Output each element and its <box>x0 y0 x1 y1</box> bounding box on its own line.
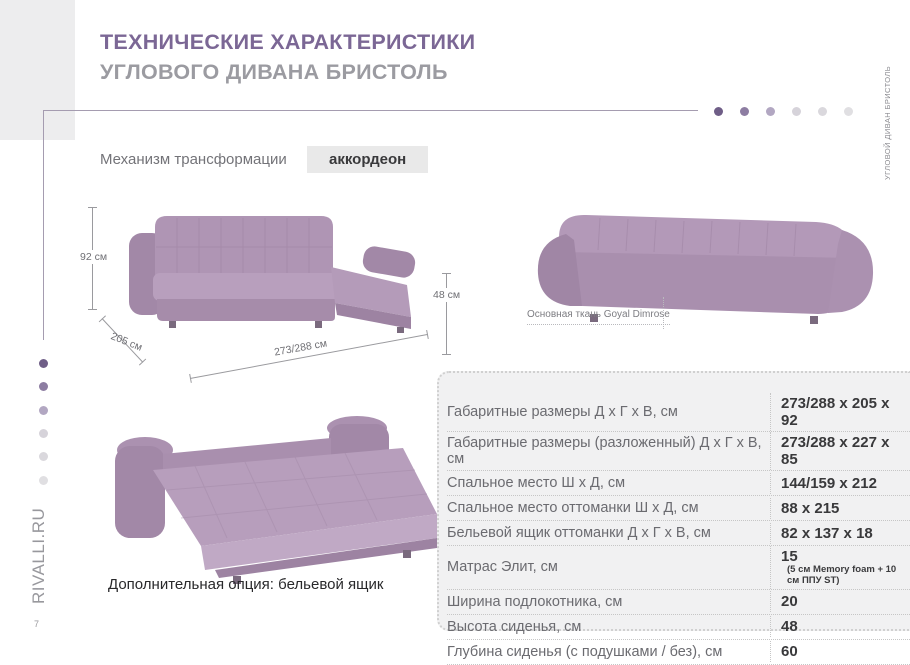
decor-dot-icon <box>39 429 48 438</box>
header-rule-horizontal <box>43 110 698 111</box>
spec-label: Высота сиденья, см <box>447 618 582 635</box>
decor-dot-icon <box>39 476 48 485</box>
dimension-line-ottoman-height <box>446 273 447 355</box>
decor-dot-icon <box>39 359 48 368</box>
spec-label: Матрас Элит, см <box>447 559 558 576</box>
decor-dot-icon <box>740 107 749 116</box>
option-caption: Дополнительная опция: бельевой ящик <box>108 576 384 593</box>
decor-dot-icon <box>818 107 827 116</box>
table-row <box>447 546 910 590</box>
spec-value <box>770 498 910 519</box>
brand-label: RIVALLI.RU <box>29 507 48 604</box>
spec-value-number: 88 x 215 <box>781 499 840 517</box>
decor-dot-icon <box>766 107 775 116</box>
table-row <box>447 640 910 665</box>
spec-label: Ширина подлокотника, см <box>447 593 623 610</box>
spec-value <box>770 641 910 662</box>
sofa-unfolded-figure <box>105 388 445 588</box>
corner-sofa-figure <box>75 195 475 390</box>
spec-label: Габаритные размеры Д х Г х В, см <box>447 404 678 420</box>
header-rule-vertical <box>43 110 44 340</box>
dimension-label-height: 92 см <box>77 250 110 264</box>
decor-dot-icon <box>39 406 48 415</box>
spec-value-number: 144/159 x 212 <box>781 474 877 492</box>
spec-value <box>770 523 910 544</box>
spec-label: Бельевой ящик оттоманки Д х Г х В, см <box>447 525 711 541</box>
spec-value-number: 15 <box>781 548 798 565</box>
spec-label: Габаритные размеры (разложенный) Д х Г х В, см <box>447 435 762 467</box>
page-title: ТЕХНИЧЕСКИЕ ХАРАКТЕРИСТИКИ <box>100 30 476 54</box>
spec-value-number: 273/288 x 205 x 92 <box>781 395 890 429</box>
table-row <box>447 590 910 615</box>
table-row <box>447 521 910 546</box>
decor-dot-icon <box>792 107 801 116</box>
spec-label: Глубина сиденья (с подушками / без), см <box>447 643 723 660</box>
mechanism-label: Механизм трансформации <box>100 151 287 168</box>
fabric-note-pointer-line <box>663 297 664 329</box>
table-row <box>447 471 910 496</box>
spec-value-number: 82 x 137 x 18 <box>781 524 873 542</box>
spec-value <box>770 432 910 470</box>
spec-value <box>770 616 910 637</box>
decor-dot-icon <box>39 452 48 461</box>
corner-sofa-image <box>125 209 425 339</box>
corner-decor-block <box>0 0 75 140</box>
spec-label: Спальное место Ш х Д, см <box>447 475 626 491</box>
spec-value <box>770 591 910 612</box>
table-row <box>447 615 910 640</box>
sofa-unfolded-image <box>105 388 445 588</box>
decor-dot-icon <box>714 107 723 116</box>
dimension-label-ottoman-height: 48 см <box>430 288 463 302</box>
table-row <box>447 432 910 471</box>
spec-value <box>770 393 910 431</box>
dimension-label-depth: 205 см <box>108 330 144 354</box>
spec-value-number: 48 <box>781 618 798 636</box>
fabric-note: Основная ткань Goyal Dimrose <box>527 309 670 325</box>
spec-value <box>770 546 910 589</box>
spec-value-number: 273/288 x 227 x 85 <box>781 434 890 468</box>
decor-dot-icon <box>39 382 48 391</box>
spec-value-number: 20 <box>781 593 798 611</box>
mechanism-value-badge: аккордеон <box>307 146 428 173</box>
table-row <box>447 393 910 432</box>
spec-table <box>437 371 910 661</box>
decor-dot-icon <box>844 107 853 116</box>
spec-value-note: (5 см Memory foam + 10 см ППУ ST) <box>787 564 897 586</box>
page-subtitle: УГЛОВОГО ДИВАНА БРИСТОЛЬ <box>100 60 448 84</box>
spec-label: Спальное место оттоманки Ш х Д, см <box>447 500 699 516</box>
spec-value <box>770 473 910 494</box>
spec-value-number: 60 <box>781 643 798 661</box>
dimension-label-length: 273/288 см <box>273 337 328 359</box>
page-number: 7 <box>34 619 40 629</box>
table-row <box>447 496 910 521</box>
side-page-label: УГЛОВОЙ ДИВАН БРИСТОЛЬ <box>883 65 892 180</box>
